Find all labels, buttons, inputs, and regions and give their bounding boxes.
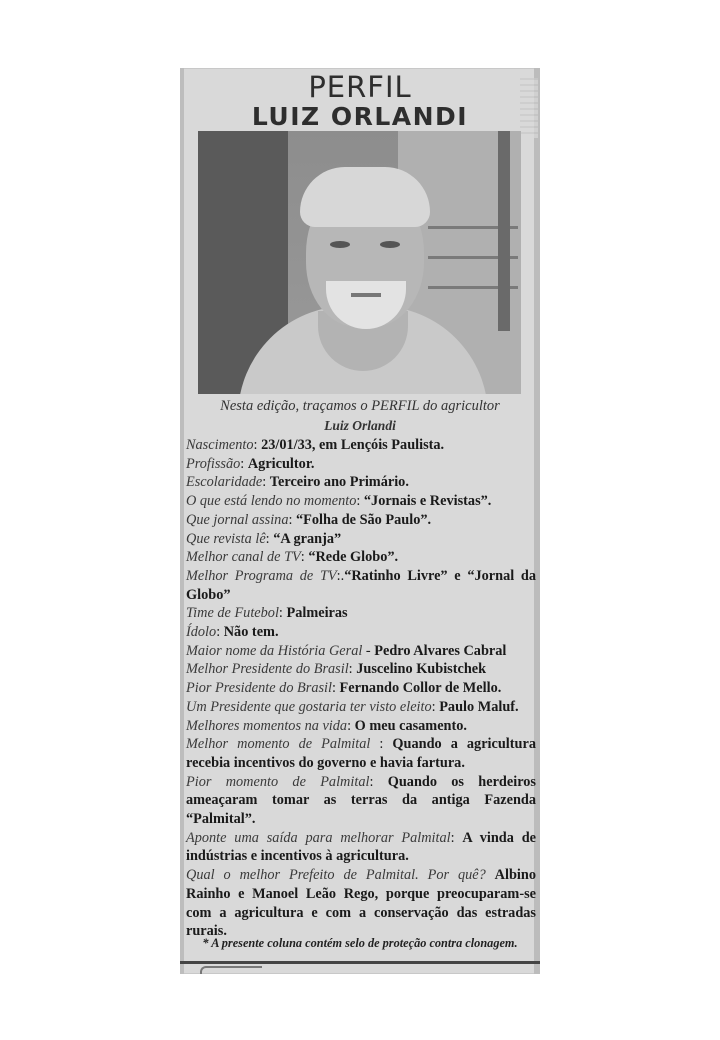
entry-value: “Rede Globo”. bbox=[308, 549, 399, 566]
entry-value: “Jornais e Revistas”. bbox=[363, 493, 492, 510]
entry-value: Quando os herdeiros ameaçaram tomar as terras da antiga Fazenda “Palmital”. bbox=[186, 773, 536, 828]
profile-entry bbox=[186, 511, 536, 530]
photo-caption: Nesta edição, traçamos o PERFIL do agricultor bbox=[220, 398, 500, 414]
entry-separator: : bbox=[356, 493, 364, 510]
entry-label: O que está lendo no momento bbox=[186, 493, 357, 510]
entry-value: Juscelino Kubistchek bbox=[356, 661, 487, 678]
paper-edge-left bbox=[180, 68, 184, 974]
entry-value: Quando a agricultura recebia incentivos do governo e havia fartura. bbox=[186, 736, 536, 771]
entry-label: Que revista lê bbox=[186, 530, 266, 547]
entry-label: Maior nome da História Geral bbox=[186, 642, 363, 659]
profile-entry bbox=[186, 642, 536, 661]
entry-separator bbox=[486, 867, 495, 883]
portrait-eye bbox=[380, 241, 400, 248]
profile-entry bbox=[186, 717, 536, 736]
entry-separator: : bbox=[450, 829, 463, 846]
next-article-fragment bbox=[200, 966, 262, 974]
entry-label: Nascimento bbox=[186, 437, 254, 453]
entry-label: Melhor momento de Palmital bbox=[186, 736, 371, 753]
entry-separator: : bbox=[265, 530, 274, 547]
photo-caption-name: Luiz Orlandi bbox=[324, 418, 396, 433]
profile-entry bbox=[186, 866, 536, 941]
entry-separator: : bbox=[240, 455, 248, 472]
entry-value: Não tem. bbox=[223, 624, 279, 641]
entry-label: Ídolo bbox=[186, 624, 217, 641]
entry-value: Agricultor. bbox=[247, 455, 315, 472]
profile-entries bbox=[186, 436, 536, 941]
profile-entry bbox=[186, 829, 536, 866]
entry-value: “Folha de São Paulo”. bbox=[296, 511, 432, 528]
section-title: PERFIL bbox=[308, 70, 412, 104]
entry-value: O meu casamento. bbox=[354, 717, 467, 734]
entry-separator: : bbox=[348, 661, 357, 678]
entry-separator: : bbox=[253, 437, 262, 453]
entry-separator: :. bbox=[336, 567, 345, 584]
entry-value: Paulo Maluf. bbox=[439, 698, 519, 715]
entry-value: “A granja” bbox=[273, 530, 342, 547]
entry-value: 23/01/33, em Lençóis Paulista. bbox=[261, 437, 445, 453]
entry-separator: : bbox=[262, 474, 270, 491]
entry-separator: : bbox=[370, 736, 393, 753]
profile-entry bbox=[186, 679, 536, 698]
profile-entry bbox=[186, 548, 536, 567]
entry-label: Melhor Presidente do Brasil bbox=[186, 661, 349, 678]
newspaper-clipping bbox=[180, 68, 540, 974]
entry-label: Um Presidente que gostaria ter visto eleito bbox=[186, 698, 432, 715]
entry-separator: : bbox=[216, 624, 224, 641]
profile-entry bbox=[186, 530, 536, 549]
entry-value: Albino Rainho e Manoel Leão Rego, porque preocuparam-se com a agricultura e com a conservação das estradas rurais. bbox=[186, 867, 536, 940]
entry-label: Melhor Programa de TV bbox=[186, 567, 337, 584]
profile-entry bbox=[186, 773, 536, 829]
profile-entry bbox=[186, 455, 536, 474]
entry-label: Aponte uma saída para melhorar Palmital bbox=[186, 829, 451, 846]
profile-entry bbox=[186, 660, 536, 679]
entry-separator: : bbox=[431, 698, 440, 715]
entry-value: Palmeiras bbox=[286, 605, 348, 622]
portrait-hair bbox=[300, 167, 430, 227]
entry-separator: - bbox=[362, 642, 375, 659]
bottom-rule bbox=[180, 961, 540, 964]
entry-label: Profissão bbox=[186, 455, 241, 472]
entry-value: Fernando Collor de Mello. bbox=[339, 680, 502, 697]
profile-entry bbox=[186, 436, 536, 455]
profile-entry bbox=[186, 492, 536, 511]
entry-separator: : bbox=[332, 680, 340, 697]
entry-value: A vinda de indústrias e incentivos à agricultura. bbox=[186, 829, 536, 865]
entry-label: Escolaridade bbox=[186, 474, 263, 491]
profile-entry bbox=[186, 567, 536, 604]
photo-post bbox=[498, 131, 510, 331]
profile-entry bbox=[186, 735, 536, 772]
entry-label: Pior momento de Palmital bbox=[186, 773, 370, 790]
entry-separator: : bbox=[369, 773, 388, 790]
portrait-photo bbox=[198, 131, 521, 394]
entry-separator: : bbox=[300, 549, 309, 566]
profile-entry bbox=[186, 604, 536, 623]
entry-label: Melhor canal de TV bbox=[186, 549, 301, 566]
person-name-heading: LUIZ ORLANDI bbox=[251, 102, 469, 131]
entry-value: “Ratinho Livre” e “Jornal da Globo” bbox=[186, 567, 536, 603]
entry-value: Pedro Alvares Cabral bbox=[374, 642, 507, 659]
entry-label: Pior Presidente do Brasil bbox=[186, 680, 332, 697]
entry-label: Time de Futebol bbox=[186, 605, 279, 622]
portrait-eye bbox=[330, 241, 350, 248]
entry-separator: : bbox=[278, 605, 287, 622]
entry-separator: : bbox=[288, 511, 297, 528]
entry-label: Melhores momentos na vida bbox=[186, 717, 348, 734]
profile-entry bbox=[186, 473, 536, 492]
portrait-mouth bbox=[351, 293, 381, 297]
entry-value: Terceiro ano Primário. bbox=[269, 474, 409, 491]
entry-label: Que jornal assina bbox=[186, 511, 289, 528]
entry-separator: : bbox=[347, 717, 355, 734]
footnote: * A presente coluna contém selo de proteção contra clonagem. bbox=[202, 936, 518, 950]
entry-label: Qual o melhor Prefeito de Palmital. Por quê? bbox=[186, 867, 486, 884]
profile-entry bbox=[186, 623, 536, 642]
profile-entry bbox=[186, 698, 536, 717]
